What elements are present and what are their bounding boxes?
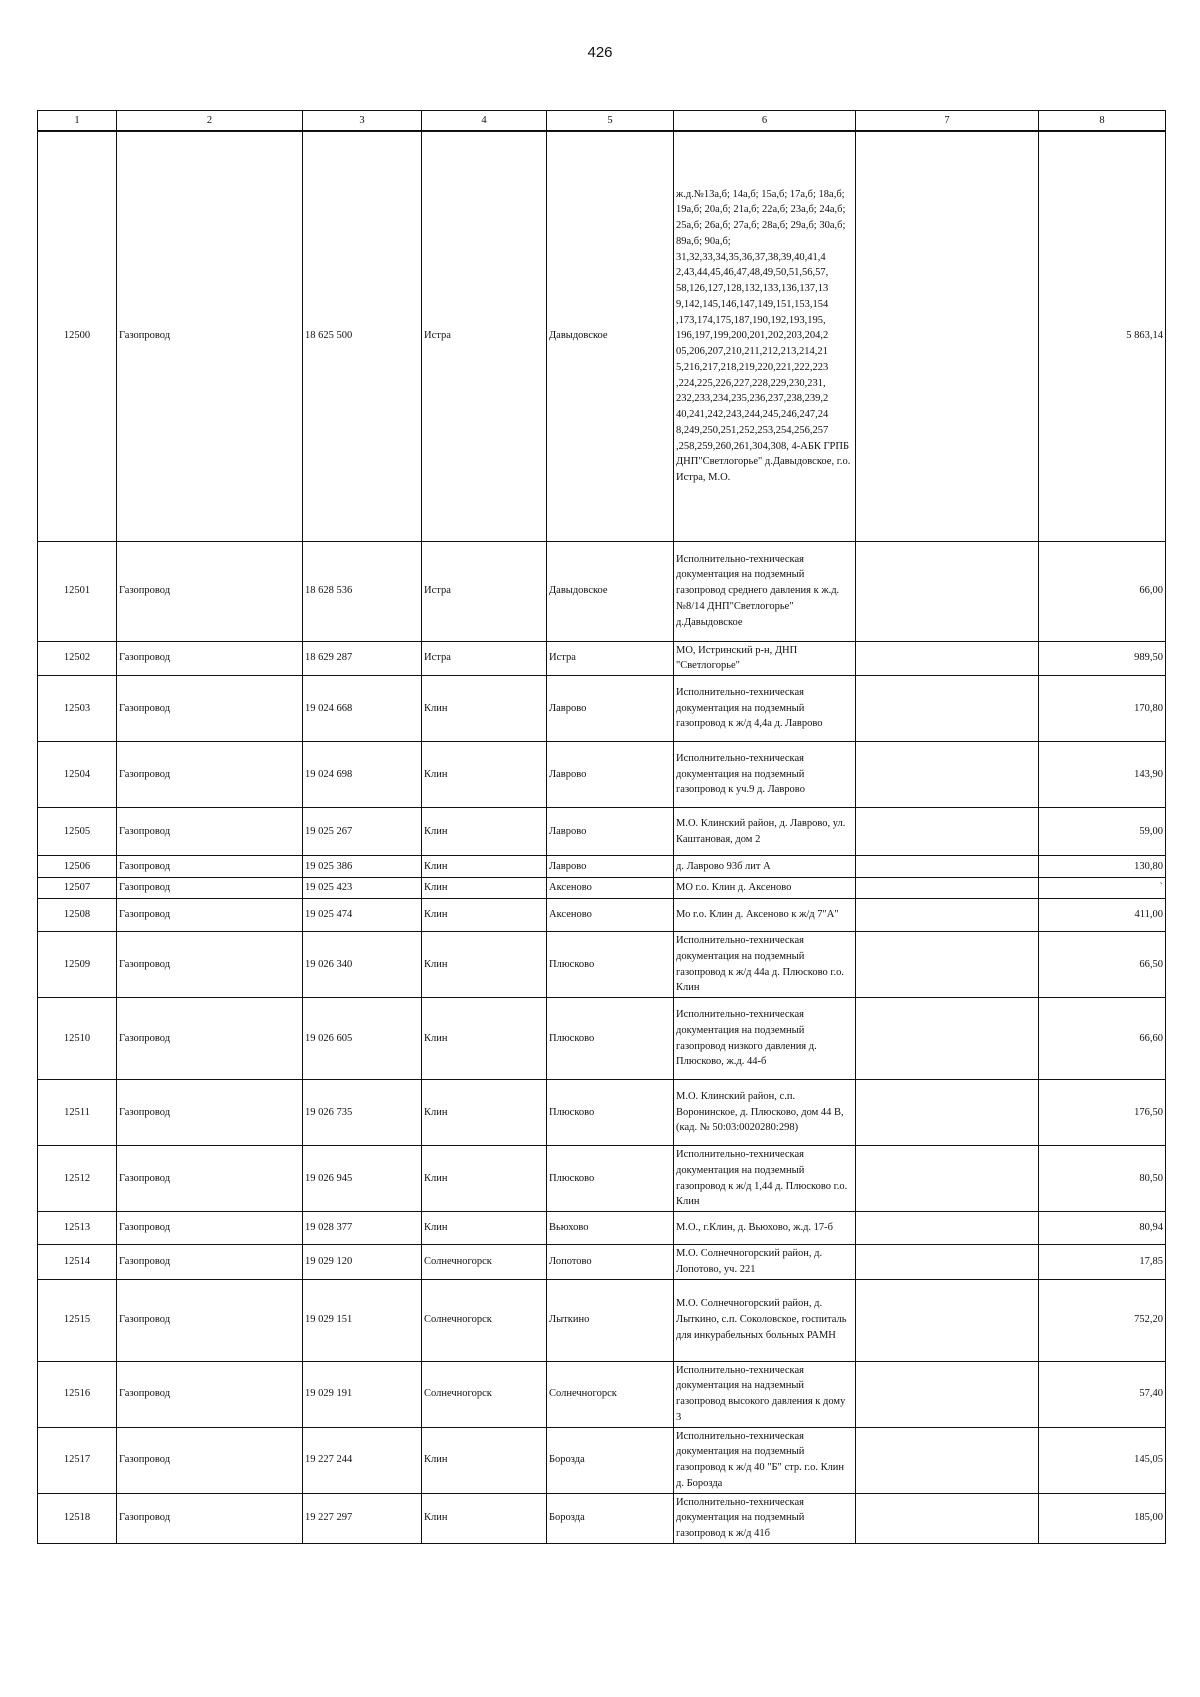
cell-id: 12510 <box>38 998 117 1080</box>
cell-id: 12506 <box>38 856 117 878</box>
cell-id: 12501 <box>38 541 117 641</box>
cell-col7 <box>856 676 1039 742</box>
register-table <box>37 110 1166 1544</box>
cell-id: 12514 <box>38 1245 117 1280</box>
cell-col7 <box>856 808 1039 856</box>
cell-col7 <box>856 878 1039 899</box>
cell-type: Газопровод <box>117 1245 303 1280</box>
cell-locality: Плюсково <box>547 1146 674 1212</box>
column-header-8: 8 <box>1039 111 1166 132</box>
cell-description: М.О. Клинский район, д. Лаврово, ул. Каштановая, дом 2 <box>674 808 856 856</box>
cell-locality: Давыдовское <box>547 541 674 641</box>
cell-type: Газопровод <box>117 1427 303 1493</box>
cell-description: Исполнительно-техническая документация на подземный газопровод к ж/д 1,44 д. Плюсково г.о. Клин <box>674 1146 856 1212</box>
cell-locality: Давыдовское <box>547 131 674 541</box>
cell-value: 59,00 <box>1039 808 1166 856</box>
cell-locality: Лаврово <box>547 808 674 856</box>
cell-col7 <box>856 899 1039 932</box>
cell-code: 18 625 500 <box>303 131 422 541</box>
cell-description: МО, Истринский р-н, ДНП "Светлогорье" <box>674 641 856 676</box>
table-row <box>38 1080 1166 1146</box>
cell-value: 989,50 <box>1039 641 1166 676</box>
cell-code: 19 227 297 <box>303 1493 422 1543</box>
table-row <box>38 856 1166 878</box>
cell-value: 5 863,14 <box>1039 131 1166 541</box>
cell-code: 18 628 536 <box>303 541 422 641</box>
cell-locality: Истра <box>547 641 674 676</box>
cell-description: Исполнительно-техническая документация на надземный газопровод высокого давления к дому 3 <box>674 1361 856 1427</box>
cell-locality: Лаврово <box>547 856 674 878</box>
cell-type: Газопровод <box>117 131 303 541</box>
cell-district: Солнечногорск <box>422 1245 547 1280</box>
cell-code: 19 025 267 <box>303 808 422 856</box>
cell-code: 19 026 340 <box>303 932 422 998</box>
cell-id: 12503 <box>38 676 117 742</box>
cell-code: 18 629 287 <box>303 641 422 676</box>
cell-col7 <box>856 932 1039 998</box>
cell-description: Исполнительно-техническая документация на подземный газопровод среднего давления к ж.д.№8/14 ДНП"Светлогорье" д.Давыдовское <box>674 541 856 641</box>
cell-locality: Плюсково <box>547 932 674 998</box>
cell-col7 <box>856 1146 1039 1212</box>
cell-locality: Аксеново <box>547 899 674 932</box>
cell-value: 130,80 <box>1039 856 1166 878</box>
column-header-2: 2 <box>117 111 303 132</box>
cell-district: Клин <box>422 899 547 932</box>
cell-id: 12509 <box>38 932 117 998</box>
cell-value: 176,50 <box>1039 1080 1166 1146</box>
cell-id: 12508 <box>38 899 117 932</box>
cell-type: Газопровод <box>117 676 303 742</box>
cell-district: Клин <box>422 808 547 856</box>
cell-id: 12507 <box>38 878 117 899</box>
cell-type: Газопровод <box>117 1146 303 1212</box>
cell-type: Газопровод <box>117 1279 303 1361</box>
cell-locality: Лаврово <box>547 742 674 808</box>
cell-code: 19 026 945 <box>303 1146 422 1212</box>
cell-description: Исполнительно-техническая документация на подземный газопровод к ж/д 40 "Б" стр. г.о. Клин д. Борозда <box>674 1427 856 1493</box>
cell-district: Клин <box>422 856 547 878</box>
cell-type: Газопровод <box>117 998 303 1080</box>
table-row <box>38 1146 1166 1212</box>
cell-locality: Солнечногорск <box>547 1361 674 1427</box>
table-row <box>38 1245 1166 1280</box>
cell-description: ж.д.№13а,б; 14а,б; 15а,б; 17а,б; 18а,б; 19а,б; 20а,б; 21а,б; 22а,б; 23а,б; 24а,б; 25а,б; 26а,б; 27а,б; 28а,б; 29а,б; 30а,б; 89а,б; 90а,б; 31,32,33,34,35,36,37,38,39,40,41,4 2,43,44,45,46,47,48,49,50,51,56,57, 58,126,127,128,132,133,136,137,13 9,142,145,146,147,149,151,153,154 ,173,174,175,187,190,192,193,195, 196,197,199,200,201,202,203,204,2 05,206,207,210,211,212,213,214,21 5,216,217,218,219,220,221,222,223 ,224,225,226,227,228,229,230,231, 232,233,234,235,236,237,238,239,2 40,241,242,243,244,245,246,247,24 8,249,250,251,252,253,254,256,257 ,258,259,260,261,304,308, 4-АБК ГРПБ ДНП"Светлогорье" д.Давыдовское, г.о. Истра, М.О. <box>674 131 856 541</box>
cell-col7 <box>856 1080 1039 1146</box>
cell-locality: Борозда <box>547 1427 674 1493</box>
table-row <box>38 131 1166 541</box>
cell-type: Газопровод <box>117 878 303 899</box>
page-number: 426 <box>587 44 613 61</box>
cell-locality: Плюсково <box>547 1080 674 1146</box>
cell-col7 <box>856 1427 1039 1493</box>
cell-district: Клин <box>422 676 547 742</box>
cell-locality: Борозда <box>547 1493 674 1543</box>
cell-col7 <box>856 1212 1039 1245</box>
cell-col7 <box>856 131 1039 541</box>
table-row <box>38 878 1166 899</box>
table-row <box>38 998 1166 1080</box>
cell-value: 17,85 <box>1039 1245 1166 1280</box>
cell-district: Клин <box>422 742 547 808</box>
table-row <box>38 1212 1166 1245</box>
cell-description: М.О., г.Клин, д. Вьюхово, ж.д. 17-б <box>674 1212 856 1245</box>
table-row <box>38 742 1166 808</box>
cell-district: Клин <box>422 1427 547 1493</box>
cell-type: Газопровод <box>117 1212 303 1245</box>
cell-value: 411,00 <box>1039 899 1166 932</box>
table-row <box>38 808 1166 856</box>
cell-id: 12518 <box>38 1493 117 1543</box>
cell-type: Газопровод <box>117 742 303 808</box>
cell-col7 <box>856 1493 1039 1543</box>
cell-district: Клин <box>422 1212 547 1245</box>
column-header-5: 5 <box>547 111 674 132</box>
cell-description: Исполнительно-техническая документация на подземный газопровод к уч.9 д. Лаврово <box>674 742 856 808</box>
cell-id: 12513 <box>38 1212 117 1245</box>
cell-value: 66,50 <box>1039 932 1166 998</box>
table-row <box>38 1493 1166 1543</box>
cell-value: 145,05 <box>1039 1427 1166 1493</box>
cell-col7 <box>856 998 1039 1080</box>
column-header-4: 4 <box>422 111 547 132</box>
cell-id: 12511 <box>38 1080 117 1146</box>
cell-description: д. Лаврово 93б лит А <box>674 856 856 878</box>
cell-col7 <box>856 1245 1039 1280</box>
cell-district: Клин <box>422 878 547 899</box>
header-row <box>38 111 1166 132</box>
cell-code: 19 024 668 <box>303 676 422 742</box>
cell-value: 66,60 <box>1039 998 1166 1080</box>
cell-id: 12517 <box>38 1427 117 1493</box>
cell-type: Газопровод <box>117 1493 303 1543</box>
cell-type: Газопровод <box>117 1361 303 1427</box>
table-row <box>38 1361 1166 1427</box>
cell-description: Исполнительно-техническая документация на подземный газопровод к ж/д 4,4а д. Лаврово <box>674 676 856 742</box>
table-row <box>38 1279 1166 1361</box>
cell-description: Исполнительно-техническая документация на подземный газопровод к ж/д 44а д. Плюсково г.о. Клин <box>674 932 856 998</box>
cell-district: Клин <box>422 1146 547 1212</box>
cell-value: 80,94 <box>1039 1212 1166 1245</box>
cell-type: Газопровод <box>117 932 303 998</box>
table-body <box>38 131 1166 1543</box>
cell-district: Истра <box>422 641 547 676</box>
cell-district: Солнечногорск <box>422 1279 547 1361</box>
cell-type: Газопровод <box>117 808 303 856</box>
cell-type: Газопровод <box>117 641 303 676</box>
column-header-6: 6 <box>674 111 856 132</box>
cell-id: 12500 <box>38 131 117 541</box>
cell-id: 12502 <box>38 641 117 676</box>
cell-id: 12515 <box>38 1279 117 1361</box>
cell-locality: Плюсково <box>547 998 674 1080</box>
cell-district: Истра <box>422 131 547 541</box>
cell-district: Истра <box>422 541 547 641</box>
cell-type: Газопровод <box>117 856 303 878</box>
cell-code: 19 025 474 <box>303 899 422 932</box>
cell-locality: Аксеново <box>547 878 674 899</box>
cell-col7 <box>856 742 1039 808</box>
cell-value: ` <box>1039 878 1166 899</box>
cell-code: 19 026 735 <box>303 1080 422 1146</box>
cell-col7 <box>856 856 1039 878</box>
cell-locality: Лопотово <box>547 1245 674 1280</box>
cell-code: 19 024 698 <box>303 742 422 808</box>
cell-description: М.О. Солнечногорский район, д. Лыткино, с.п. Соколовское, госпиталь для инкурабельных больных РАМН <box>674 1279 856 1361</box>
cell-value: 185,00 <box>1039 1493 1166 1543</box>
cell-id: 12504 <box>38 742 117 808</box>
cell-value: 66,00 <box>1039 541 1166 641</box>
cell-description: М.О. Солнечногорский район, д. Лопотово, уч. 221 <box>674 1245 856 1280</box>
cell-type: Газопровод <box>117 541 303 641</box>
cell-district: Солнечногорск <box>422 1361 547 1427</box>
cell-value: 752,20 <box>1039 1279 1166 1361</box>
table-row <box>38 899 1166 932</box>
table-row <box>38 932 1166 998</box>
cell-code: 19 029 120 <box>303 1245 422 1280</box>
cell-type: Газопровод <box>117 1080 303 1146</box>
cell-code: 19 028 377 <box>303 1212 422 1245</box>
cell-code: 19 029 151 <box>303 1279 422 1361</box>
cell-district: Клин <box>422 1080 547 1146</box>
column-header-3: 3 <box>303 111 422 132</box>
cell-description: Исполнительно-техническая документация на подземный газопровод низкого давления д. Плюсково, ж.д. 44-б <box>674 998 856 1080</box>
cell-col7 <box>856 641 1039 676</box>
cell-id: 12505 <box>38 808 117 856</box>
cell-locality: Лаврово <box>547 676 674 742</box>
table-row <box>38 676 1166 742</box>
cell-description: М.О. Клинский район, с.п. Воронинское, д. Плюсково, дом 44 В, (кад. № 50:03:0020280:298) <box>674 1080 856 1146</box>
cell-description: Исполнительно-техническая документация на подземный газопровод к ж/д 41б <box>674 1493 856 1543</box>
table-row <box>38 1427 1166 1493</box>
cell-value: 80,50 <box>1039 1146 1166 1212</box>
table-row <box>38 541 1166 641</box>
cell-id: 12512 <box>38 1146 117 1212</box>
cell-locality: Вьюхово <box>547 1212 674 1245</box>
cell-col7 <box>856 1279 1039 1361</box>
cell-value: 143,90 <box>1039 742 1166 808</box>
cell-value: 170,80 <box>1039 676 1166 742</box>
cell-type: Газопровод <box>117 899 303 932</box>
cell-code: 19 025 386 <box>303 856 422 878</box>
cell-col7 <box>856 1361 1039 1427</box>
cell-code: 19 025 423 <box>303 878 422 899</box>
cell-district: Клин <box>422 998 547 1080</box>
cell-district: Клин <box>422 932 547 998</box>
cell-description: Мо г.о. Клин д. Аксеново к ж/д 7"А" <box>674 899 856 932</box>
cell-locality: Лыткино <box>547 1279 674 1361</box>
cell-code: 19 029 191 <box>303 1361 422 1427</box>
cell-code: 19 026 605 <box>303 998 422 1080</box>
cell-code: 19 227 244 <box>303 1427 422 1493</box>
cell-col7 <box>856 541 1039 641</box>
column-header-7: 7 <box>856 111 1039 132</box>
cell-value: 57,40 <box>1039 1361 1166 1427</box>
column-header-1: 1 <box>38 111 117 132</box>
cell-district: Клин <box>422 1493 547 1543</box>
table-row <box>38 641 1166 676</box>
cell-id: 12516 <box>38 1361 117 1427</box>
cell-description: МО г.о. Клин д. Аксеново <box>674 878 856 899</box>
